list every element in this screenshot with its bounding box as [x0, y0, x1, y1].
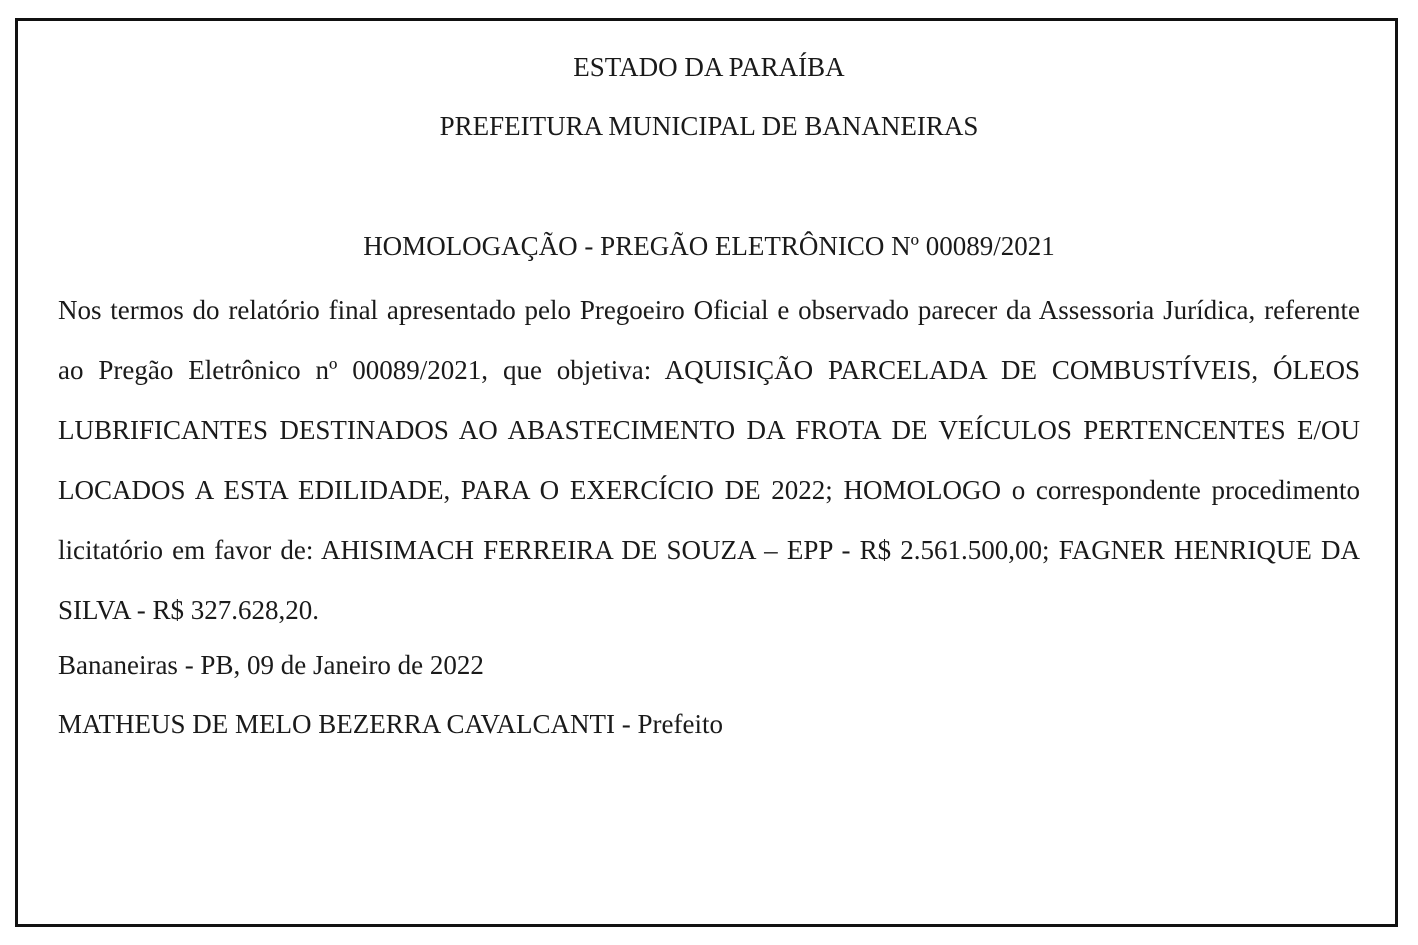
notice-title: HOMOLOGAÇÃO - PREGÃO ELETRÔNICO Nº 00089/2021	[363, 231, 1055, 261]
signature-line: MATHEUS DE MELO BEZERRA CAVALCANTI - Prefeito	[58, 709, 723, 739]
municipality-heading: PREFEITURA MUNICIPAL DE BANANEIRAS	[439, 111, 979, 141]
notice-body: Nos termos do relatório final apresentado pelo Pregoeiro Oficial e observado parecer da Assessoria Jurídica, referente ao Pregão Eletrônico nº 00089/2021, que objetiva: AQUISIÇÃO PARCELADA DE COMBUSTÍVEIS, ÓLEOS LUBRIFICANTES DESTINADOS AO ABASTECIMENTO DA FROTA DE VEÍCULOS PERTENCENTES E/OU LOCADOS A ESTA EDILIDADE, PARA O EXERCÍCIO DE 2022; HOMOLOGO o correspondente procedimento licitatório em favor de: AHISIMACH FERREIRA DE SOUZA – EPP - R$ 2.561.500,00; FAGNER HENRIQUE DA SILVA - R$ 327.628,20.	[58, 295, 1360, 625]
place-date: Bananeiras - PB, 09 de Janeiro de 2022	[58, 650, 484, 680]
state-heading: ESTADO DA PARAÍBA	[573, 52, 845, 82]
